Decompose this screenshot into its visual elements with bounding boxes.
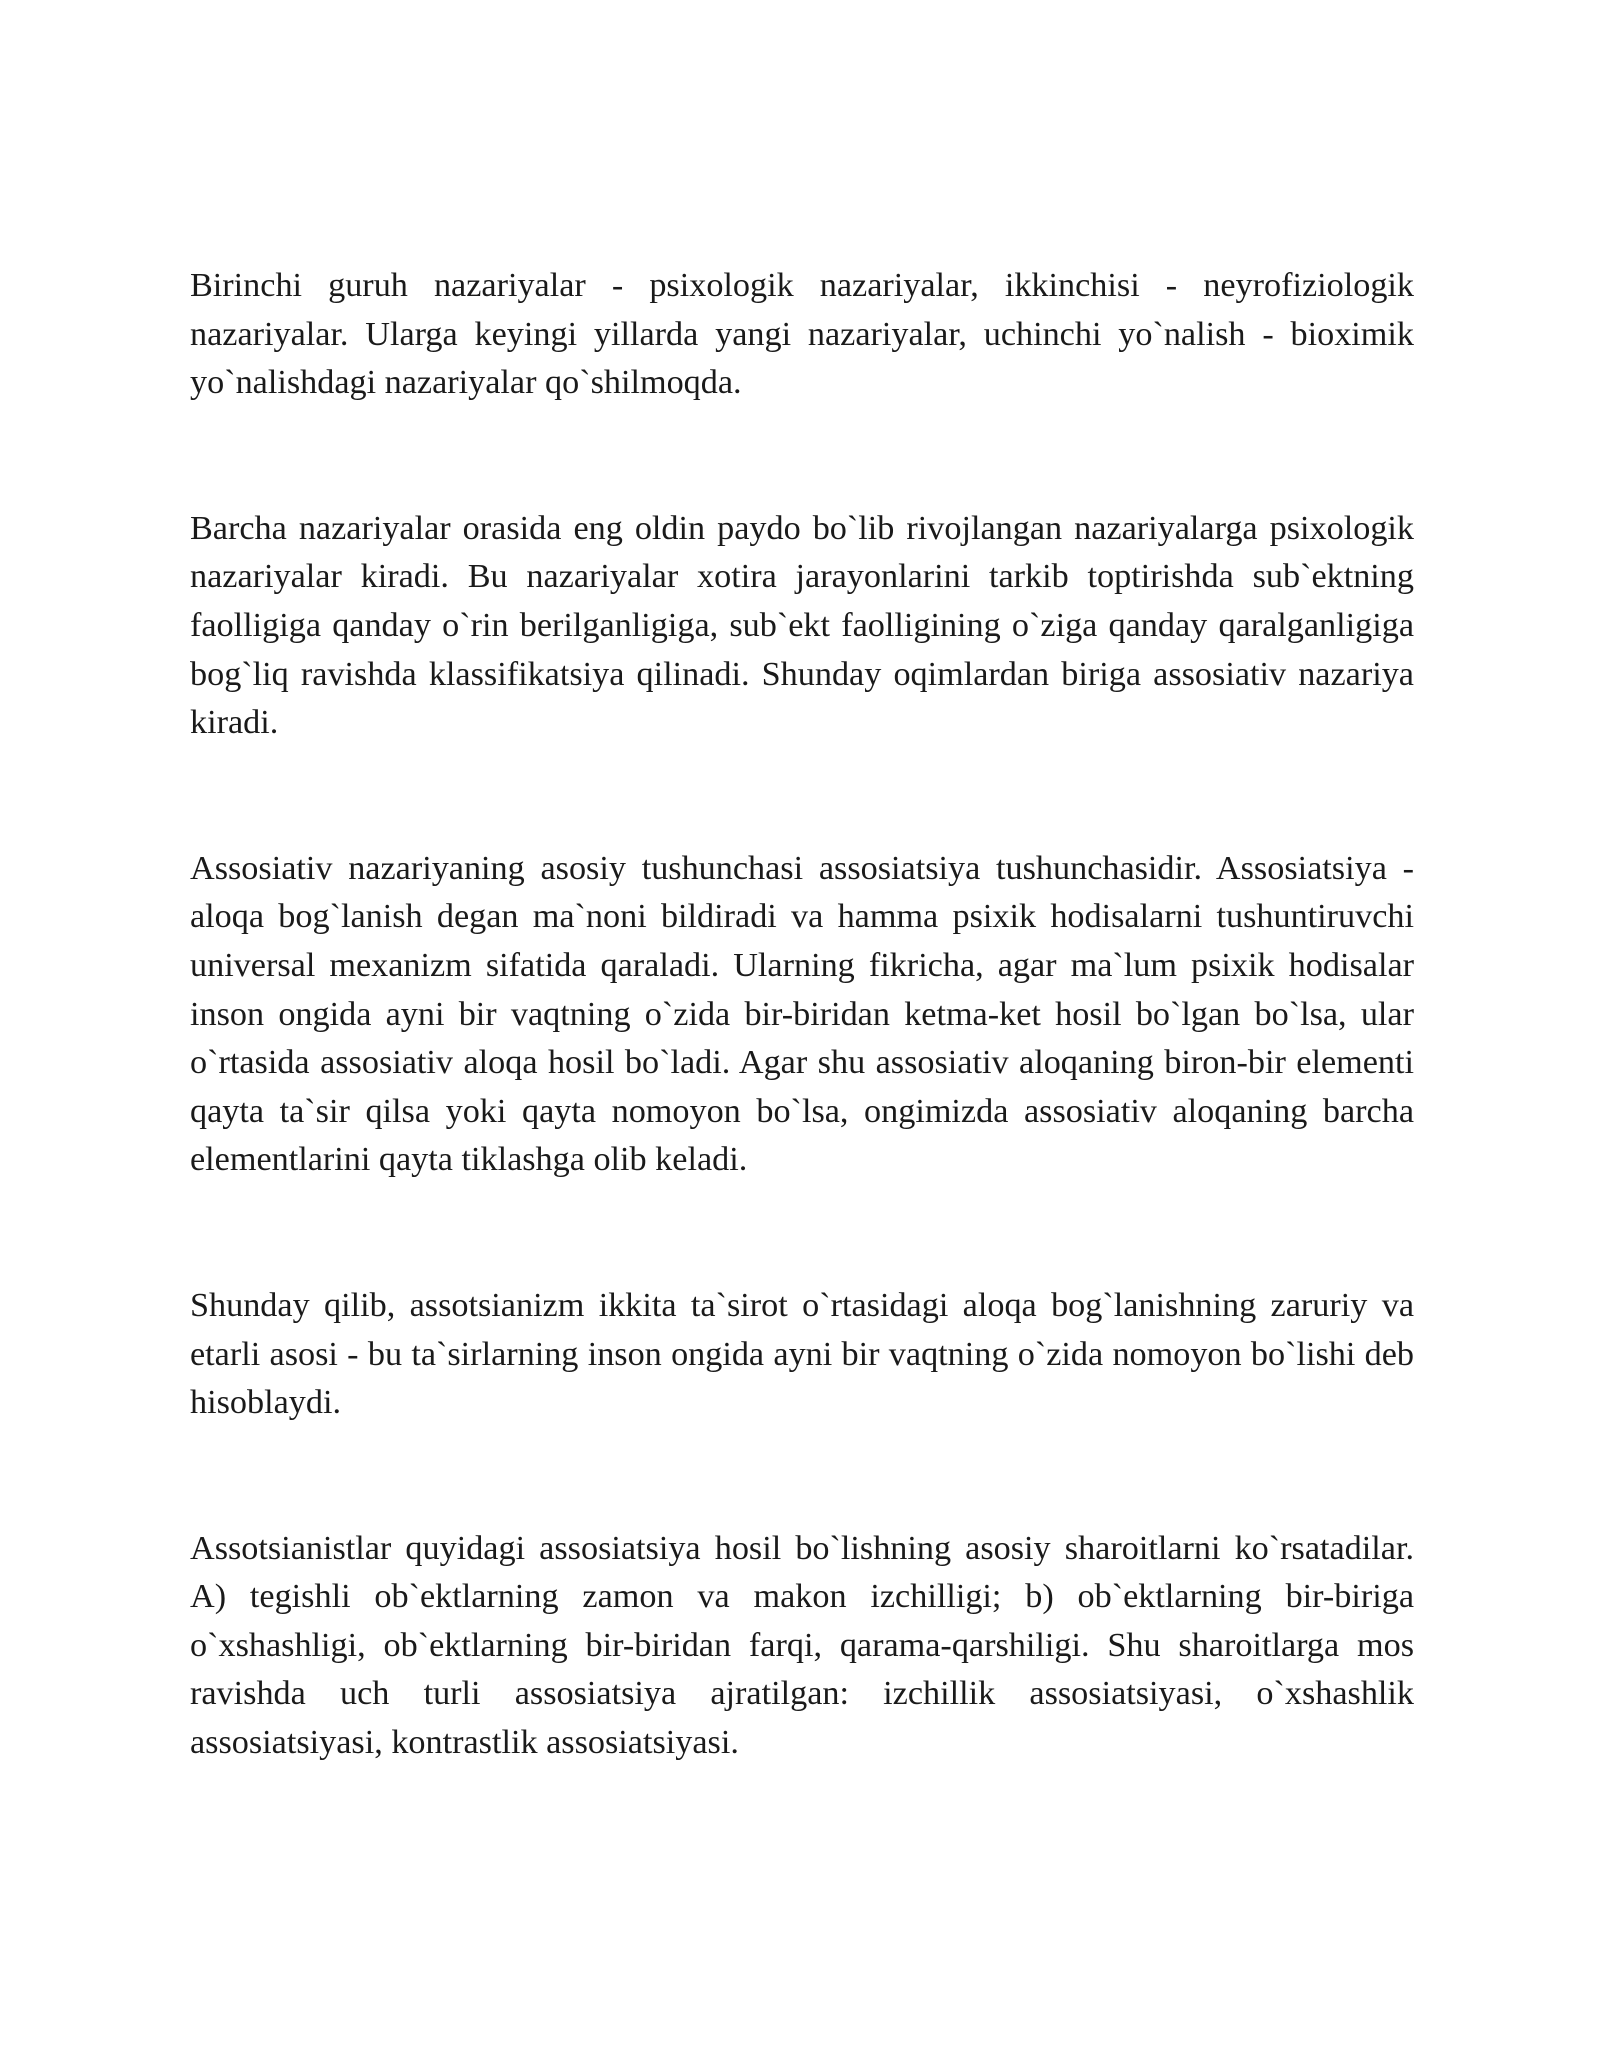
paragraph-association-conditions: Assotsianistlar quyidagi assosiatsiya hosil bo`lishning asosiy sharoitlarni ko`rsatadilar. A) tegishli ob`ektlarning zamon va makon izchilligi; b) ob`ektlarning bir-biriga o`xshashligi, ob`ektlarning bir-biridan farqi, qarama-qarshiligi. Shu sharoitlarga mos ravishda uch turli assosiatsiya ajratilgan: izchillik assosiatsiyasi, o`xshashlik assosiatsiyasi, kontrastlik assosiatsiyasi. <box>190 1529 1414 1762</box>
paragraph-associative-theory: Assosiativ nazariyaning asosiy tushunchasi assosiatsiya tushunchasidir. Assosiatsiya - aloqa bog`lanish degan ma`noni bildiradi va hamma psixik hodisalarni tushuntiruvchi universal mexanizm sifatida qaraladi. Ularning fikricha, agar ma`lum psixik hodisalar inson ongida ayni bir vaqtning o`zida bir-biridan ketma-ket hosil bo`lgan bo`lsa, ular o`rtasida assosiativ aloqa hosil bo`ladi. Agar shu assosiativ aloqaning biron-bir elementi qayta ta`sir qilsa yoki qayta nomoyon bo`lsa, ongimizda assosiativ aloqaning barcha elementlarini qayta tiklashga olib keladi. <box>190 849 1414 1179</box>
document-body <box>190 262 1414 1768</box>
paragraph-psychological-theories: Barcha nazariyalar orasida eng oldin paydo bo`lib rivojlangan nazariyalarga psixologik nazariyalar kiradi. Bu nazariyalar xotira jarayonlarini tarkib toptirishda sub`ektning faolligiga qanday o`rin berilganligiga, sub`ekt faolligining o`ziga qanday qaralganligiga bog`liq ravishda klassifikatsiya qilinadi. Shunday oqimlardan biriga assosiativ nazariya kiradi. <box>190 509 1414 742</box>
paragraph-theory-groups: Birinchi guruh nazariyalar - psixologik nazariyalar, ikkinchisi - neyrofiziologik nazariyalar. Ularga keyingi yillarda yangi nazariyalar, uchinchi yo`nalish - bioximik yo`nalishdagi nazariyalar qo`shilmoqda. <box>190 267 1414 402</box>
paragraph-associationism-basis: Shunday qilib, assotsianizm ikkita ta`sirot o`rtasidagi aloqa bog`lanishning zaruriy va etarli asosi - bu ta`sirlarning inson ongida ayni bir vaqtning o`zida nomoyon bo`lishi deb hisoblaydi. <box>190 1286 1414 1422</box>
